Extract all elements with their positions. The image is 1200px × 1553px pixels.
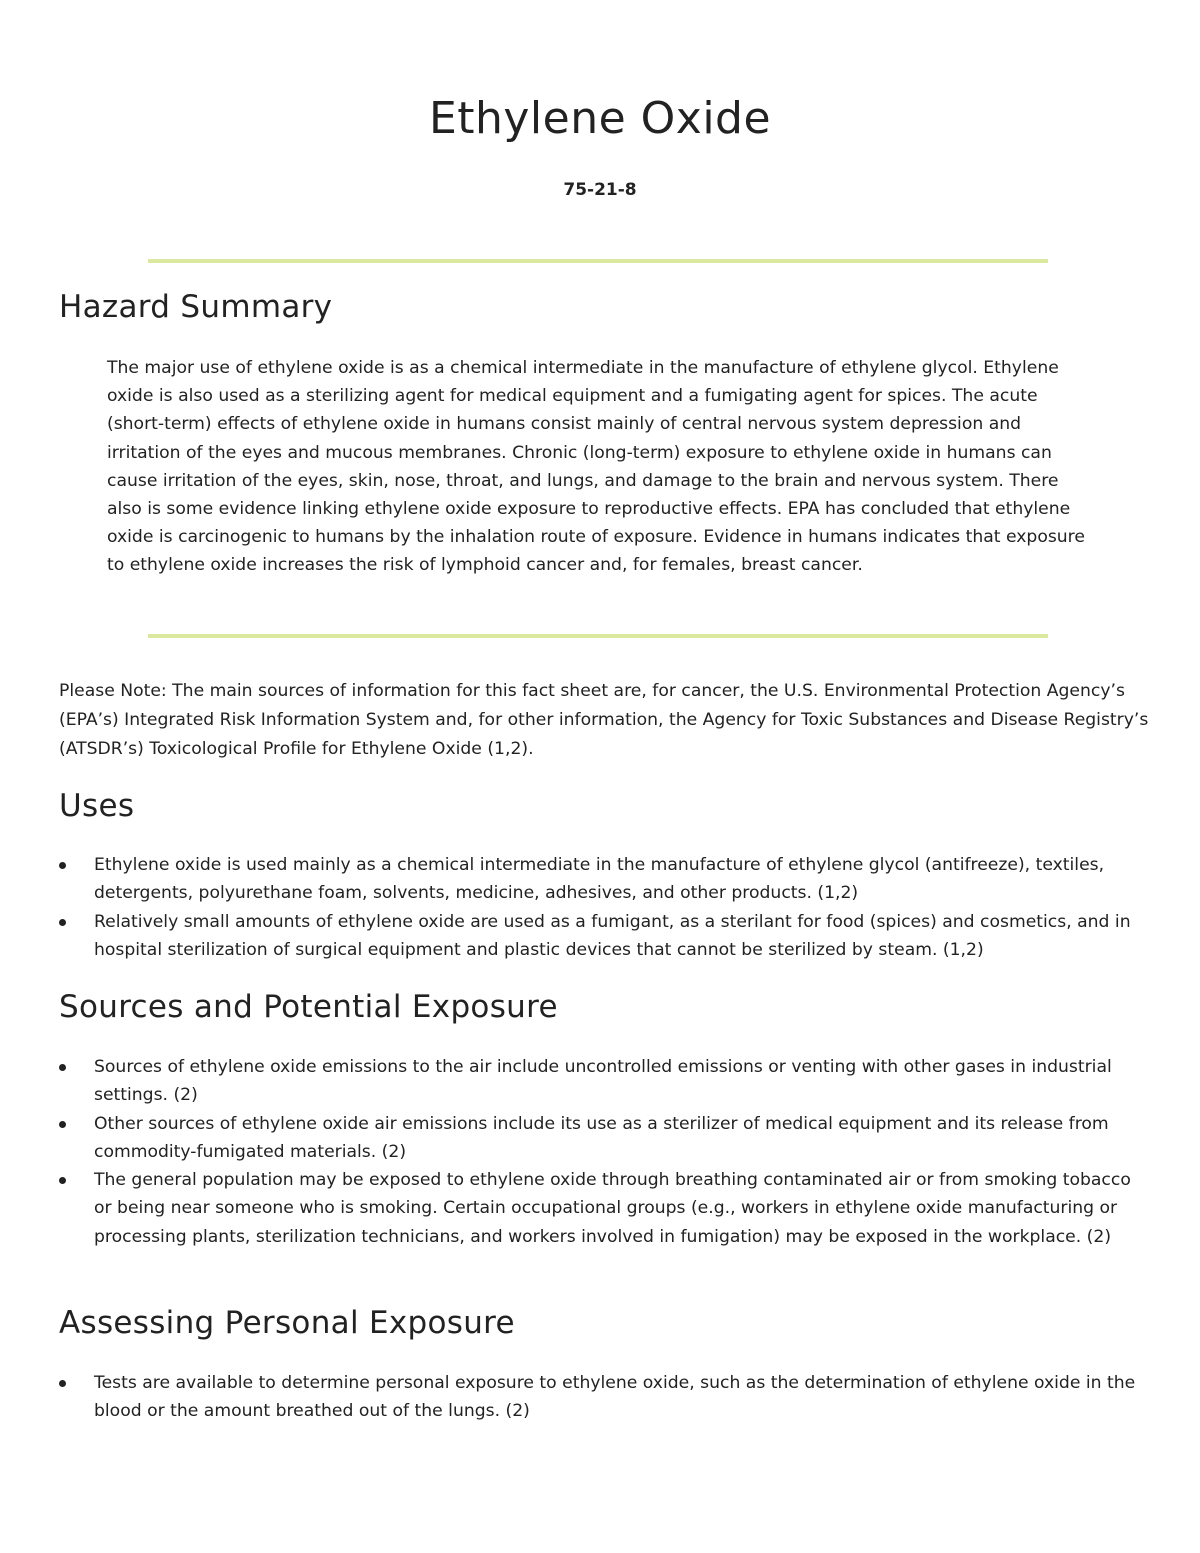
sources-list bbox=[59, 1053, 1149, 1251]
bullet-icon bbox=[59, 1064, 66, 1071]
bullet-icon bbox=[59, 919, 66, 926]
assessing-list bbox=[59, 1369, 1149, 1426]
page-title: Ethylene Oxide bbox=[428, 93, 772, 144]
list-item-text: Other sources of ethylene oxide air emissions include its use as a sterilizer of medical equipment and its release from commodity-fumigated materials. (2) bbox=[94, 1113, 1109, 1162]
list-item bbox=[59, 1369, 1149, 1426]
hazard-summary-heading: Hazard Summary bbox=[59, 289, 333, 325]
assessing-heading: Assessing Personal Exposure bbox=[59, 1305, 515, 1341]
hazard-summary-text: The major use of ethylene oxide is as a chemical intermediate in the manufacture of ethylene glycol. Ethylene oxide is also used as a sterilizing agent for medical equipment and a fumigating agent for spices. The acute (short-term) effects of ethylene oxide in humans consist mainly of central nervous system depression and irritation of the eyes and mucous membranes. Chronic (long-term) exposure to ethylene oxide in humans can cause irritation of the eyes, skin, nose, throat, and lungs, and damage to the brain and nervous system. There also is some evidence linking ethylene oxide exposure to reproductive effects. EPA has concluded that ethylene oxide is carcinogenic to humans by the inhalation route of exposure. Evidence in humans indicates that exposure to ethylene oxide increases the risk of lymphoid cancer and, for females, breast cancer. bbox=[107, 358, 1085, 576]
bullet-icon bbox=[59, 1177, 66, 1184]
divider-top bbox=[148, 259, 1048, 263]
list-item bbox=[59, 1053, 1149, 1110]
divider-bottom bbox=[148, 634, 1048, 638]
bullet-icon bbox=[59, 1380, 66, 1387]
sources-heading: Sources and Potential Exposure bbox=[59, 989, 558, 1025]
list-item bbox=[59, 908, 1149, 965]
bullet-icon bbox=[59, 1121, 66, 1128]
uses-list bbox=[59, 851, 1149, 964]
list-item bbox=[59, 851, 1149, 908]
sources-note: Please Note: The main sources of information for this fact sheet are, for cancer, the U.S. Environmental Protection Agency’s (EPA’s) Integrated Risk Information System and, for other information, the Agency for Toxic Substances and Disease Registry’s (ATSDR’s) Toxicological Profile for Ethylene Oxide (1,2). bbox=[59, 681, 1149, 759]
list-item-text: Ethylene oxide is used mainly as a chemical intermediate in the manufacture of ethylene glycol (antifreeze), textiles, detergents, polyurethane foam, solvents, medicine, adhesives, and other products. (1,2) bbox=[94, 855, 1105, 904]
bullet-icon bbox=[59, 862, 66, 869]
cas-number: 75-21-8 bbox=[563, 180, 637, 200]
list-item-text: Relatively small amounts of ethylene oxide are used as a fumigant, as a sterilant for food (spices) and cosmetics, and in hospital sterilization of surgical equipment and plastic devices that cannot be sterilized by steam. (1,2) bbox=[94, 911, 1131, 960]
uses-heading: Uses bbox=[59, 788, 135, 824]
list-item bbox=[59, 1166, 1149, 1251]
list-item-text: Sources of ethylene oxide emissions to the air include uncontrolled emissions or venting with other gases in industrial settings. (2) bbox=[94, 1057, 1112, 1106]
list-item-text: The general population may be exposed to ethylene oxide through breathing contaminated air or from smoking tobacco or being near someone who is smoking. Certain occupational groups (e.g., workers in ethylene oxide manufacturing or processing plants, sterilization technicians, and workers involved in fumigation) may be exposed in the workplace. (2) bbox=[94, 1170, 1131, 1247]
list-item bbox=[59, 1110, 1149, 1167]
list-item-text: Tests are available to determine personal exposure to ethylene oxide, such as the determination of ethylene oxide in the blood or the amount breathed out of the lungs. (2) bbox=[94, 1373, 1136, 1422]
